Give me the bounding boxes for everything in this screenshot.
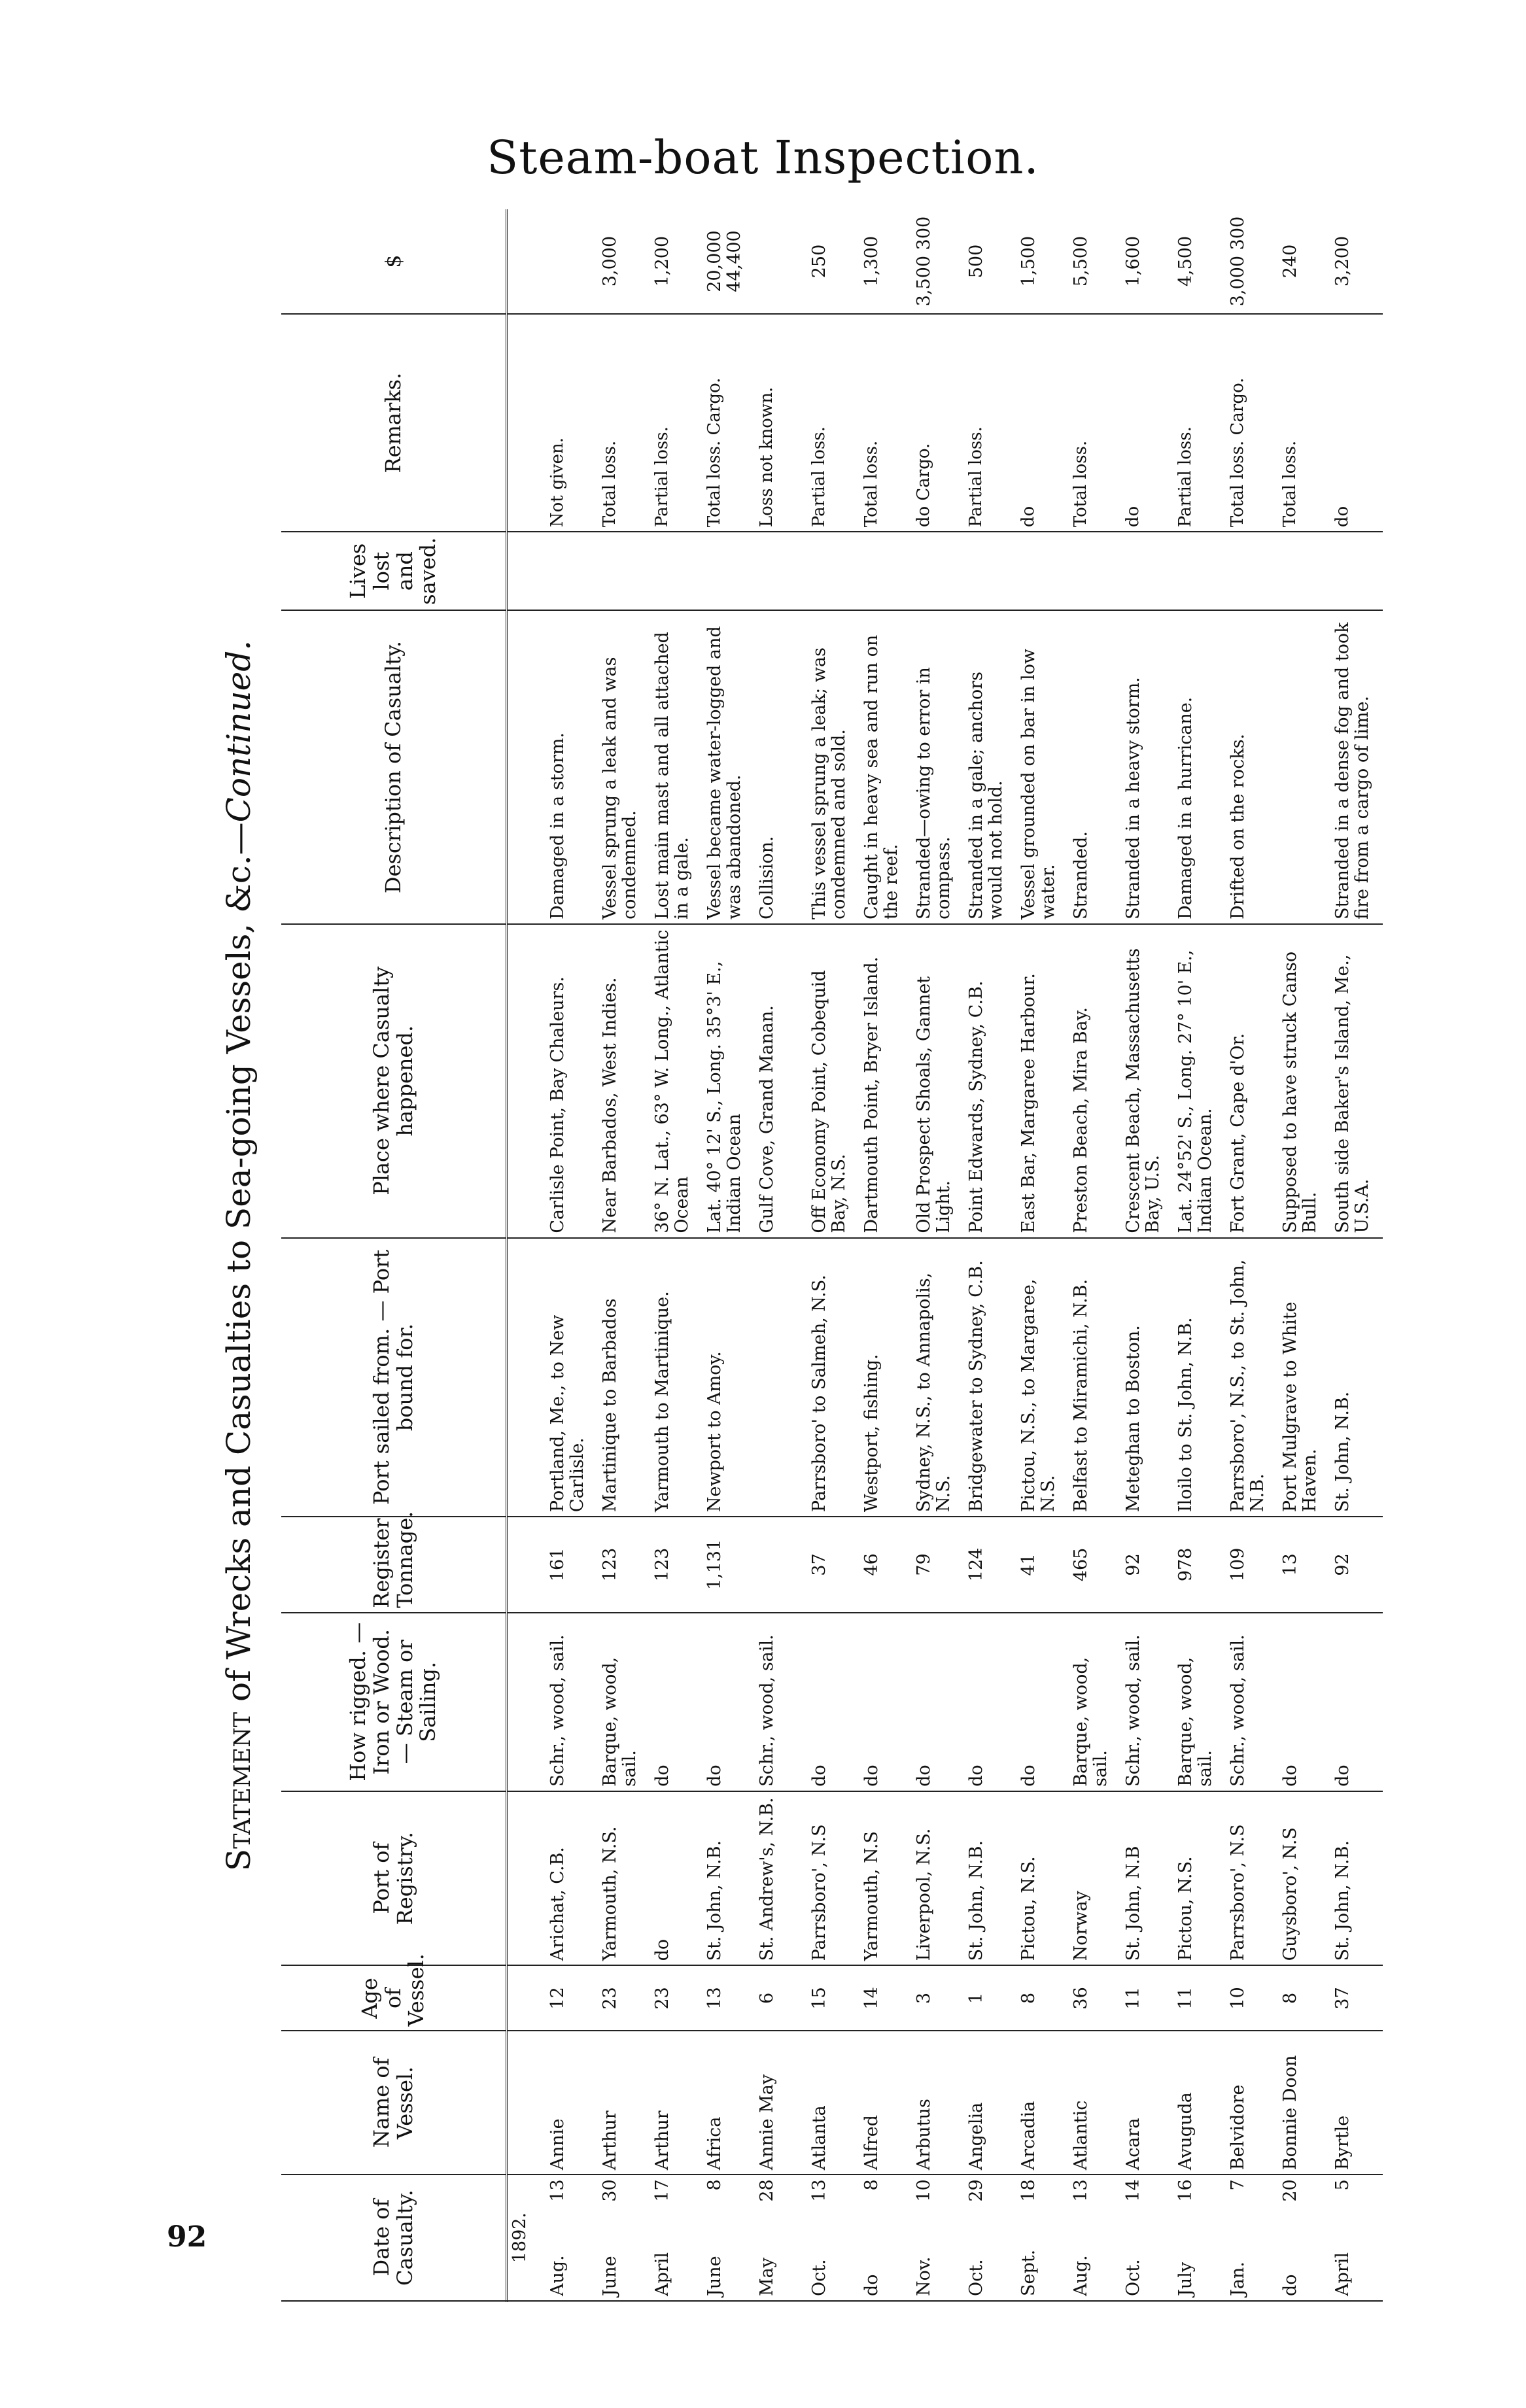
- place-cell: Off Economy Point, Cobequid Bay, N.S.: [807, 924, 859, 1238]
- date-month: April: [1332, 2252, 1353, 2296]
- header-route: Port sailed from. — Port bound for.: [281, 1238, 507, 1517]
- place-cell: Dartmouth Point, Bryer Island.: [859, 924, 912, 1238]
- description-cell: Stranded in a gale; anchors would not hold.: [964, 610, 1016, 924]
- description-cell: Collision.: [755, 610, 807, 924]
- date-day: 20: [1280, 2179, 1300, 2202]
- date-day: 18: [1018, 2179, 1039, 2202]
- header-description: Description of Casualty.: [281, 610, 507, 924]
- date-day: 8: [861, 2179, 882, 2191]
- tonnage-cell: [755, 1517, 807, 1613]
- remark-cell: Not given.: [546, 314, 598, 532]
- remark-cell: Total loss.: [1278, 314, 1330, 532]
- statement-title-main: of Wrecks and Casualties to Sea-going Vessels, &c.—: [220, 822, 258, 1712]
- amount-cell: 4,500: [1173, 209, 1226, 314]
- table-row: [650, 209, 702, 2301]
- header-amount: $: [281, 209, 507, 314]
- description-cell: Damaged in a storm.: [546, 610, 598, 924]
- date-day: 29: [966, 2179, 986, 2202]
- lives-cell: [1016, 532, 1069, 610]
- registry-cell: Liverpool, N.S.: [912, 1791, 964, 1966]
- date-cell: [964, 2175, 1016, 2301]
- statement-title-suffix: Continued.: [220, 640, 258, 823]
- year-row: [507, 209, 546, 2301]
- name-cell: Atlantic: [1069, 2031, 1121, 2175]
- lives-cell: [1278, 532, 1330, 610]
- age-cell: 8: [1016, 1965, 1069, 2031]
- tonnage-cell: 109: [1226, 1517, 1278, 1613]
- lives-cell: [807, 532, 859, 610]
- place-cell: Gulf Cove, Grand Manan.: [755, 924, 807, 1238]
- year-cell: 1892.: [507, 2175, 546, 2301]
- amount-cell: 5,500: [1069, 209, 1121, 314]
- route-cell: Iloilo to St. John, N.B.: [1173, 1238, 1226, 1517]
- description-cell: Stranded—owing to error in compass.: [912, 610, 964, 924]
- description-cell: Stranded.: [1069, 610, 1121, 924]
- date-cell: [598, 2175, 650, 2301]
- rig-cell: do: [702, 1613, 755, 1791]
- rig-cell: do: [859, 1613, 912, 1791]
- name-cell: Arthur: [598, 2031, 650, 2175]
- registry-cell: Norway: [1069, 1791, 1121, 1966]
- amount-cell: 240: [1278, 209, 1330, 314]
- remark-cell: Partial loss.: [807, 314, 859, 532]
- table-row: [702, 209, 755, 2301]
- date-cell: [1173, 2175, 1226, 2301]
- remark-cell: Total loss. Cargo.: [702, 314, 755, 532]
- place-cell: Point Edwards, Sydney, C.B.: [964, 924, 1016, 1238]
- date-day: 28: [757, 2179, 777, 2202]
- lives-cell: [912, 532, 964, 610]
- name-cell: Arthur: [650, 2031, 702, 2175]
- age-cell: 36: [1069, 1965, 1121, 2031]
- registry-cell: do: [650, 1791, 702, 1966]
- rig-cell: do: [912, 1613, 964, 1791]
- lives-cell: [1226, 532, 1278, 610]
- statement-title: [209, 209, 268, 2302]
- age-cell: 14: [859, 1965, 912, 2031]
- name-cell: Atlanta: [807, 2031, 859, 2175]
- table-header-row: [281, 209, 507, 2301]
- name-cell: Annie May: [755, 2031, 807, 2175]
- table-row: [964, 209, 1016, 2301]
- description-cell: Vessel grounded on bar in low water.: [1016, 610, 1069, 924]
- table-row: [598, 209, 650, 2301]
- description-cell: This vessel sprung a leak; was condemned and sold.: [807, 610, 859, 924]
- table-row: [859, 209, 912, 2301]
- amount-cell: 1,500: [1016, 209, 1069, 314]
- registry-cell: St. John, N.B.: [1330, 1791, 1383, 1966]
- date-day: 17: [652, 2179, 672, 2202]
- rig-cell: Schr., wood, sail.: [1121, 1613, 1173, 1791]
- date-cell: [702, 2175, 755, 2301]
- rig-cell: Barque, wood, sail.: [1069, 1613, 1121, 1791]
- registry-cell: St. John, N.B: [1121, 1791, 1173, 1966]
- registry-cell: Guysboro', N.S: [1278, 1791, 1330, 1966]
- tonnage-cell: 161: [546, 1517, 598, 1613]
- route-cell: Martinique to Barbados: [598, 1238, 650, 1517]
- place-cell: Lat. 24°52' S., Long. 27° 10' E., Indian Ocean.: [1173, 924, 1226, 1238]
- tonnage-cell: 92: [1121, 1517, 1173, 1613]
- place-cell: Preston Beach, Mira Bay.: [1069, 924, 1121, 1238]
- table-row: [1016, 209, 1069, 2301]
- date-cell: [1121, 2175, 1173, 2301]
- remark-cell: Loss not known.: [755, 314, 807, 532]
- place-cell: Supposed to have struck Canso Bull.: [1278, 924, 1330, 1238]
- place-cell: Carlisle Point, Bay Chaleurs.: [546, 924, 598, 1238]
- tonnage-cell: 92: [1330, 1517, 1383, 1613]
- table-row: [1330, 209, 1383, 2301]
- date-day: 30: [600, 2179, 620, 2202]
- date-day: 5: [1332, 2179, 1353, 2191]
- header-age: Age of Vessel.: [281, 1965, 507, 2031]
- age-cell: 37: [1330, 1965, 1383, 2031]
- route-cell: Pictou, N.S., to Margaree, N.S.: [1016, 1238, 1069, 1517]
- amount-cell: 500: [964, 209, 1016, 314]
- date-day: 8: [704, 2179, 725, 2191]
- table-row: [1121, 209, 1173, 2301]
- remark-cell: Total loss.: [1069, 314, 1121, 532]
- remark-cell: Partial loss.: [650, 314, 702, 532]
- amount-cell: 3,500 300: [912, 209, 964, 314]
- registry-cell: Pictou, N.S.: [1173, 1791, 1226, 1966]
- lives-cell: [1121, 532, 1173, 610]
- rig-cell: do: [1278, 1613, 1330, 1791]
- amount-cell: 1,200: [650, 209, 702, 314]
- date-cell: [1069, 2175, 1121, 2301]
- amount-cell: 3,000: [598, 209, 650, 314]
- age-cell: 11: [1121, 1965, 1173, 2031]
- date-cell: [546, 2175, 598, 2301]
- age-cell: 1: [964, 1965, 1016, 2031]
- table-row: [807, 209, 859, 2301]
- page-title: Steam-boat Inspection.: [487, 131, 1039, 184]
- tonnage-cell: 13: [1278, 1517, 1330, 1613]
- description-cell: Damaged in a hurricane.: [1173, 610, 1226, 924]
- rig-cell: Schr., wood, sail.: [546, 1613, 598, 1791]
- name-cell: Bonnie Doon: [1278, 2031, 1330, 2175]
- date-cell: [1330, 2175, 1383, 2301]
- route-cell: Parrsboro', N.S., to St. John, N.B.: [1226, 1238, 1278, 1517]
- route-cell: Sydney, N.S., to Annapolis, N.S.: [912, 1238, 964, 1517]
- rig-cell: do: [1016, 1613, 1069, 1791]
- name-cell: Belvidore: [1226, 2031, 1278, 2175]
- lives-cell: [1173, 532, 1226, 610]
- description-cell: Stranded in a dense fog and took fire from a cargo of lime.: [1330, 610, 1383, 924]
- amount-cell: 250: [807, 209, 859, 314]
- place-cell: Old Prospect Shoals, Gannet Light.: [912, 924, 964, 1238]
- remark-cell: Partial loss.: [964, 314, 1016, 532]
- tonnage-cell: 37: [807, 1517, 859, 1613]
- lives-cell: [859, 532, 912, 610]
- name-cell: Acara: [1121, 2031, 1173, 2175]
- place-cell: East Bar, Margaree Harbour.: [1016, 924, 1069, 1238]
- route-cell: Meteghan to Boston.: [1121, 1238, 1173, 1517]
- route-cell: Bridgewater to Sydney, C.B.: [964, 1238, 1016, 1517]
- name-cell: Angelia: [964, 2031, 1016, 2175]
- date-month: June: [704, 2256, 725, 2296]
- description-cell: Stranded in a heavy storm.: [1121, 610, 1173, 924]
- date-cell: [650, 2175, 702, 2301]
- age-cell: 8: [1278, 1965, 1330, 2031]
- date-month: Jan.: [1228, 2262, 1248, 2296]
- remark-cell: do: [1016, 314, 1069, 532]
- place-cell: 36° N. Lat., 63° W. Long., Atlantic Ocean: [650, 924, 702, 1238]
- remark-cell: do Cargo.: [912, 314, 964, 532]
- rig-cell: Barque, wood, sail.: [1173, 1613, 1226, 1791]
- place-cell: South side Baker's Island, Me., U.S.A.: [1330, 924, 1383, 1238]
- age-cell: 13: [702, 1965, 755, 2031]
- amount-cell: 3,200: [1330, 209, 1383, 314]
- age-cell: 12: [546, 1965, 598, 2031]
- remark-cell: Total loss. Cargo.: [1226, 314, 1278, 532]
- date-month: Oct.: [1123, 2259, 1143, 2296]
- description-cell: Vessel sprung a leak and was condemned.: [598, 610, 650, 924]
- date-month: Oct.: [809, 2259, 829, 2296]
- place-cell: Lat. 40° 12' S., Long. 35°3' E., Indian Ocean: [702, 924, 755, 1238]
- header-name: Name of Vessel.: [281, 2031, 507, 2175]
- rig-cell: do: [807, 1613, 859, 1791]
- header-tonnage: Register Tonnage.: [281, 1517, 507, 1613]
- table-row: [1278, 209, 1330, 2301]
- tonnage-cell: 123: [650, 1517, 702, 1613]
- date-cell: [1278, 2175, 1330, 2301]
- name-cell: Arbutus: [912, 2031, 964, 2175]
- date-day: 13: [1071, 2179, 1091, 2202]
- description-cell: Drifted on the rocks.: [1226, 610, 1278, 924]
- name-cell: Avuguda: [1173, 2031, 1226, 2175]
- tonnage-cell: 1,131: [702, 1517, 755, 1613]
- lives-cell: [650, 532, 702, 610]
- header-date: Date of Casualty.: [281, 2175, 507, 2301]
- age-cell: 15: [807, 1965, 859, 2031]
- description-cell: [1278, 610, 1330, 924]
- name-cell: Arcadia: [1016, 2031, 1069, 2175]
- route-cell: Westport, fishing.: [859, 1238, 912, 1517]
- place-cell: Near Barbados, West Indies.: [598, 924, 650, 1238]
- date-month: June: [600, 2256, 620, 2296]
- registry-cell: Yarmouth, N.S.: [598, 1791, 650, 1966]
- place-cell: Fort Grant, Cape d'Or.: [1226, 924, 1278, 1238]
- table-row: [546, 209, 598, 2301]
- lives-cell: [964, 532, 1016, 610]
- header-registry: Port of Registry.: [281, 1791, 507, 1966]
- route-cell: Port Mulgrave to White Haven.: [1278, 1238, 1330, 1517]
- date-day: 10: [914, 2179, 934, 2202]
- table-row: [755, 209, 807, 2301]
- date-day: 13: [809, 2179, 829, 2202]
- amount-cell: [755, 209, 807, 314]
- date-month: July: [1175, 2262, 1196, 2296]
- tonnage-cell: 124: [964, 1517, 1016, 1613]
- table-row: [1173, 209, 1226, 2301]
- header-lives: Lives lost and saved.: [281, 532, 507, 610]
- rig-cell: Schr., wood, sail.: [1226, 1613, 1278, 1791]
- registry-cell: Parrsboro', N.S: [807, 1791, 859, 1966]
- registry-cell: Parrsboro', N.S: [1226, 1791, 1278, 1966]
- statement-rotated: [209, 209, 1452, 2302]
- date-day: 16: [1175, 2179, 1196, 2202]
- registry-cell: Pictou, N.S.: [1016, 1791, 1069, 1966]
- name-cell: Africa: [702, 2031, 755, 2175]
- date-month: do: [1280, 2274, 1300, 2296]
- rig-cell: do: [650, 1613, 702, 1791]
- date-month: April: [652, 2252, 672, 2296]
- date-month: do: [861, 2274, 882, 2296]
- page-number: 92: [167, 2220, 207, 2254]
- date-month: Nov.: [914, 2256, 934, 2296]
- table-row: [1226, 209, 1278, 2301]
- statement-title-prefix: Statement: [220, 1711, 258, 1872]
- amount-cell: 1,600: [1121, 209, 1173, 314]
- tonnage-cell: 123: [598, 1517, 650, 1613]
- lives-cell: [1069, 532, 1121, 610]
- date-cell: [1016, 2175, 1069, 2301]
- route-cell: Parrsboro' to Salmeh, N.S.: [807, 1238, 859, 1517]
- date-cell: [912, 2175, 964, 2301]
- route-cell: [755, 1238, 807, 1517]
- header-rig: How rigged. — Iron or Wood. — Steam or Sailing.: [281, 1613, 507, 1791]
- age-cell: 23: [598, 1965, 650, 2031]
- age-cell: 11: [1173, 1965, 1226, 2031]
- date-month: Aug.: [1071, 2255, 1091, 2296]
- tonnage-cell: 465: [1069, 1517, 1121, 1613]
- date-day: 7: [1228, 2179, 1248, 2191]
- date-cell: [755, 2175, 807, 2301]
- remark-cell: do: [1121, 314, 1173, 532]
- name-cell: Annie: [546, 2031, 598, 2175]
- date-day: 13: [547, 2179, 568, 2202]
- description-cell: Lost main mast and all attached in a gale.: [650, 610, 702, 924]
- route-cell: Belfast to Miramichi, N.B.: [1069, 1238, 1121, 1517]
- age-cell: 6: [755, 1965, 807, 2031]
- amount-cell: [546, 209, 598, 314]
- remark-cell: Partial loss.: [1173, 314, 1226, 532]
- date-cell: [807, 2175, 859, 2301]
- route-cell: Portland, Me., to New Carlisle.: [546, 1238, 598, 1517]
- name-cell: Alfred: [859, 2031, 912, 2175]
- date-day: 14: [1123, 2179, 1143, 2202]
- place-cell: Crescent Beach, Massachusetts Bay, U.S.: [1121, 924, 1173, 1238]
- remark-cell: do: [1330, 314, 1383, 532]
- table-row: [1069, 209, 1121, 2301]
- age-cell: 10: [1226, 1965, 1278, 2031]
- route-cell: Newport to Amoy.: [702, 1238, 755, 1517]
- registry-cell: St. Andrew's, N.B.: [755, 1791, 807, 1966]
- rig-cell: do: [964, 1613, 1016, 1791]
- table-row: [912, 209, 964, 2301]
- route-cell: Yarmouth to Martinique.: [650, 1238, 702, 1517]
- description-cell: Caught in heavy sea and run on the reef.: [859, 610, 912, 924]
- date-month: Aug.: [547, 2255, 568, 2296]
- header-remarks: Remarks.: [281, 314, 507, 532]
- remark-cell: Total loss.: [859, 314, 912, 532]
- date-cell: [859, 2175, 912, 2301]
- rig-cell: Barque, wood, sail.: [598, 1613, 650, 1791]
- lives-cell: [755, 532, 807, 610]
- registry-cell: Arichat, C.B.: [546, 1791, 598, 1966]
- remark-cell: Total loss.: [598, 314, 650, 532]
- registry-cell: St. John, N.B.: [702, 1791, 755, 1966]
- tonnage-cell: 978: [1173, 1517, 1226, 1613]
- registry-cell: Yarmouth, N.S: [859, 1791, 912, 1966]
- tonnage-cell: 41: [1016, 1517, 1069, 1613]
- tonnage-cell: 46: [859, 1517, 912, 1613]
- date-cell: [1226, 2175, 1278, 2301]
- amount-cell: 20,000 44,400: [702, 209, 755, 314]
- lives-cell: [598, 532, 650, 610]
- wrecks-table: [281, 209, 1383, 2302]
- rig-cell: Schr., wood, sail.: [755, 1613, 807, 1791]
- date-month: Oct.: [966, 2259, 986, 2296]
- tonnage-cell: 79: [912, 1517, 964, 1613]
- name-cell: Byrtle: [1330, 2031, 1383, 2175]
- lives-cell: [1330, 532, 1383, 610]
- route-cell: St. John, N.B.: [1330, 1238, 1383, 1517]
- age-cell: 3: [912, 1965, 964, 2031]
- date-month: Sept.: [1018, 2249, 1039, 2296]
- rig-cell: do: [1330, 1613, 1383, 1791]
- registry-cell: St. John, N.B.: [964, 1791, 1016, 1966]
- amount-cell: 1,300: [859, 209, 912, 314]
- lives-cell: [546, 532, 598, 610]
- amount-cell: 3,000 300: [1226, 209, 1278, 314]
- age-cell: 23: [650, 1965, 702, 2031]
- date-month: May: [757, 2258, 777, 2296]
- header-place: Place where Casualty happened.: [281, 924, 507, 1238]
- lives-cell: [702, 532, 755, 610]
- description-cell: Vessel became water-logged and was abandoned.: [702, 610, 755, 924]
